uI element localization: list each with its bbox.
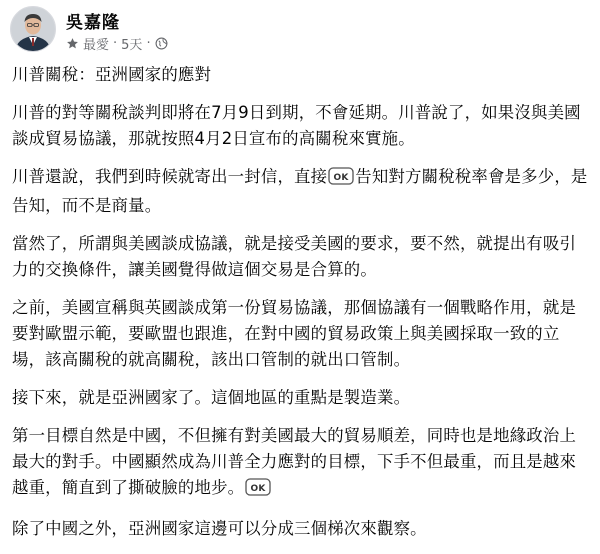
paragraph-text: 當然了，所謂與美國談成協議，就是接受美國的要求，要不然，就提出有吸引力的交換條件，讓美國覺得做這個交易是合算的。 — [12, 234, 577, 279]
paragraph-text: 第一目標自然是中國，不但擁有對美國最大的貿易順差，同時也是地緣政治上最大的對手。中國顯然成為川普全力應對的目標，下手不但最重，而且是越來越重，簡直到了撕破臉的地步。 — [12, 426, 577, 497]
post-paragraph — [12, 231, 590, 283]
paragraph-text: 除了中國之外，亞洲國家這邊可以分成三個梯次來觀察。 — [12, 519, 427, 538]
post-meta — [66, 34, 168, 53]
paragraph-text: 川普還說，我們到時候就寄出一封信，直接 — [12, 167, 328, 186]
post-paragraph — [12, 295, 590, 373]
globe-icon[interactable] — [155, 37, 168, 50]
ok-emoji-icon — [328, 167, 354, 193]
paragraph-text: 之前，美國宣稱與英國談成第一份貿易協議，那個協議有一個戰略作用，就是要對歐盟示範，要歐盟也跟進，在對中國的貿易政策上與美國採取一致的立場，該高關稅的就高關稅，該出口管制的就出口管制。 — [12, 298, 577, 369]
post-paragraph — [12, 164, 590, 219]
post-body — [12, 62, 590, 554]
svg-text:OK: OK — [250, 484, 266, 494]
post-paragraph — [12, 385, 590, 411]
paragraph-text: 告知對方關稅稅率會是多少，是告知，而不是商量。 — [12, 167, 588, 215]
post-paragraph — [12, 100, 590, 152]
star-icon — [66, 37, 79, 50]
favorite-label: 最愛 — [83, 38, 110, 53]
paragraph-text: 川普關稅：亞洲國家的應對 — [12, 65, 212, 84]
ok-emoji-icon — [245, 478, 271, 504]
post-paragraph — [12, 423, 590, 504]
profile-photo — [11, 7, 55, 51]
post-header — [10, 6, 590, 56]
avatar[interactable] — [10, 6, 56, 52]
meta-separator: · — [113, 36, 118, 51]
svg-text:OK: OK — [333, 173, 349, 183]
author-name[interactable]: 吳嘉隆 — [66, 13, 120, 33]
post-paragraph — [12, 516, 590, 542]
meta-separator-2: · — [146, 36, 151, 51]
post-time[interactable]: 5天 — [121, 38, 143, 53]
paragraph-text: 接下來，就是亞洲國家了。這個地區的重點是製造業。 — [12, 388, 411, 407]
post-paragraph-title — [12, 62, 590, 88]
paragraph-text: 川普的對等關稅談判即將在7月9日到期，不會延期。川普說了，如果沒與美國談成貿易協議，那就按照4月2日宣布的高關稅來實施。 — [12, 103, 581, 148]
